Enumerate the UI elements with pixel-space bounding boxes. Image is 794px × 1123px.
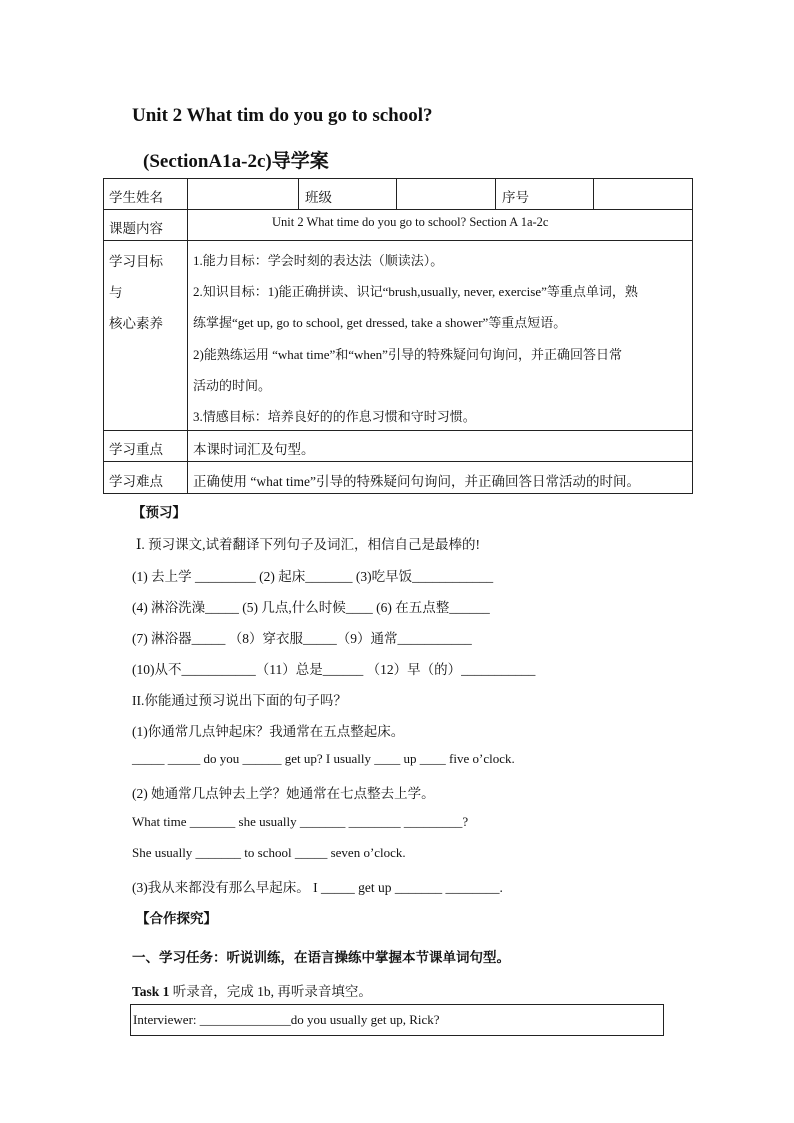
goals-line: 3.情感目标：培养良好的的作息习惯和守时习惯。	[193, 409, 476, 424]
vocab-line: (1) 去上学 _________ (2) 起床_______ (3)吃早饭____________	[132, 569, 494, 584]
vocab-line: (4) 淋浴洗澡_____ (5) 几点,什么时候____ (6) 在五点整______	[132, 600, 490, 615]
goals-label-line3: 核心素养	[109, 316, 163, 331]
table-rule	[103, 209, 693, 210]
goals-label-line2: 与	[109, 285, 123, 300]
goals-line: 活动的时间。	[193, 378, 272, 393]
task1-line	[132, 980, 372, 1000]
task-title: 一、学习任务：听说训练，在语言操练中掌握本节课单词句型。	[132, 950, 510, 965]
table-rule	[298, 178, 299, 209]
sentence-line: (2) 她通常几点钟去上学？她通常在七点整去上学。	[132, 786, 435, 801]
key-points-content: 本课时词汇及句型。	[193, 442, 315, 457]
table-rule	[103, 430, 693, 431]
task1-label: Task 1	[132, 984, 170, 999]
preview-heading: 【预习】	[132, 505, 186, 520]
difficulty-label: 学习难点	[109, 474, 163, 489]
class-field[interactable]	[399, 181, 492, 206]
goals-line: 2.知识目标：1)能正确拼读、识记“brush,usually, never, exercise”等重点单词，熟	[193, 284, 638, 299]
goals-line: 练掌握“get up, go to school, get dressed, take a shower”等重点短语。	[193, 315, 567, 330]
student-name-field[interactable]	[190, 181, 294, 206]
page-subtitle: (SectionA1a-2c)导学案	[143, 151, 329, 172]
sentence-line: (3)我从来都没有那么早起床。 I _____ get up _______ ________.	[132, 880, 503, 895]
sentence-line: What time _______ she usually _______ ________ _________?	[132, 814, 469, 829]
cooperate-heading: 【合作探究】	[136, 911, 217, 926]
table-rule	[103, 461, 693, 462]
goals-label-line1: 学习目标	[109, 254, 163, 269]
number-field[interactable]	[596, 181, 690, 206]
goals-line: 2)能熟练运用 “what time”和“when”引导的特殊疑问句询问，并正确回答日常	[193, 347, 622, 362]
student-name-label: 学生姓名	[109, 190, 163, 205]
table-rule	[187, 178, 188, 494]
number-label: 序号	[502, 190, 529, 205]
sentence-line: She usually _______ to school _____ seven o’clock.	[132, 845, 406, 860]
key-points-label: 学习重点	[109, 442, 163, 457]
vocab-line: (7) 淋浴器_____ （8）穿衣服_____（9）通常___________	[132, 631, 472, 646]
topic-label: 课题内容	[109, 221, 163, 236]
preview-part2-intro: II.你能通过预习说出下面的句子吗？	[132, 693, 347, 708]
difficulty-content: 正确使用 “what time”引导的特殊疑问句询问，并正确回答日常活动的时间。	[193, 474, 640, 489]
page-title: Unit 2 What tim do you go to school?	[132, 105, 433, 126]
table-rule	[593, 178, 594, 209]
sentence-line: (1)你通常几点钟起床？我通常在五点整起床。	[132, 724, 405, 739]
vocab-line: (10)从不___________（11）总是______ （12）早（的）___________	[132, 662, 536, 677]
task1-text: 听录音，完成 1b, 再听录音填空。	[169, 984, 372, 999]
topic-content: Unit 2 What time do you go to school? Section A 1a-2c	[272, 215, 549, 229]
preview-part1-intro: Ⅰ. 预习课文,试着翻译下列句子及词汇，相信自己是最棒的!	[136, 537, 480, 552]
class-label: 班级	[305, 190, 332, 205]
sentence-line: _____ _____ do you ______ get up? I usually ____ up ____ five o’clock.	[132, 751, 515, 766]
table-rule	[396, 178, 397, 209]
table-rule	[103, 240, 693, 241]
table-rule	[495, 178, 496, 209]
goals-line: 1.能力目标：学会时刻的表达法（顺读法）。	[193, 253, 444, 268]
task1-box-line: Interviewer: ______________do you usually get up, Rick?	[133, 1012, 440, 1027]
